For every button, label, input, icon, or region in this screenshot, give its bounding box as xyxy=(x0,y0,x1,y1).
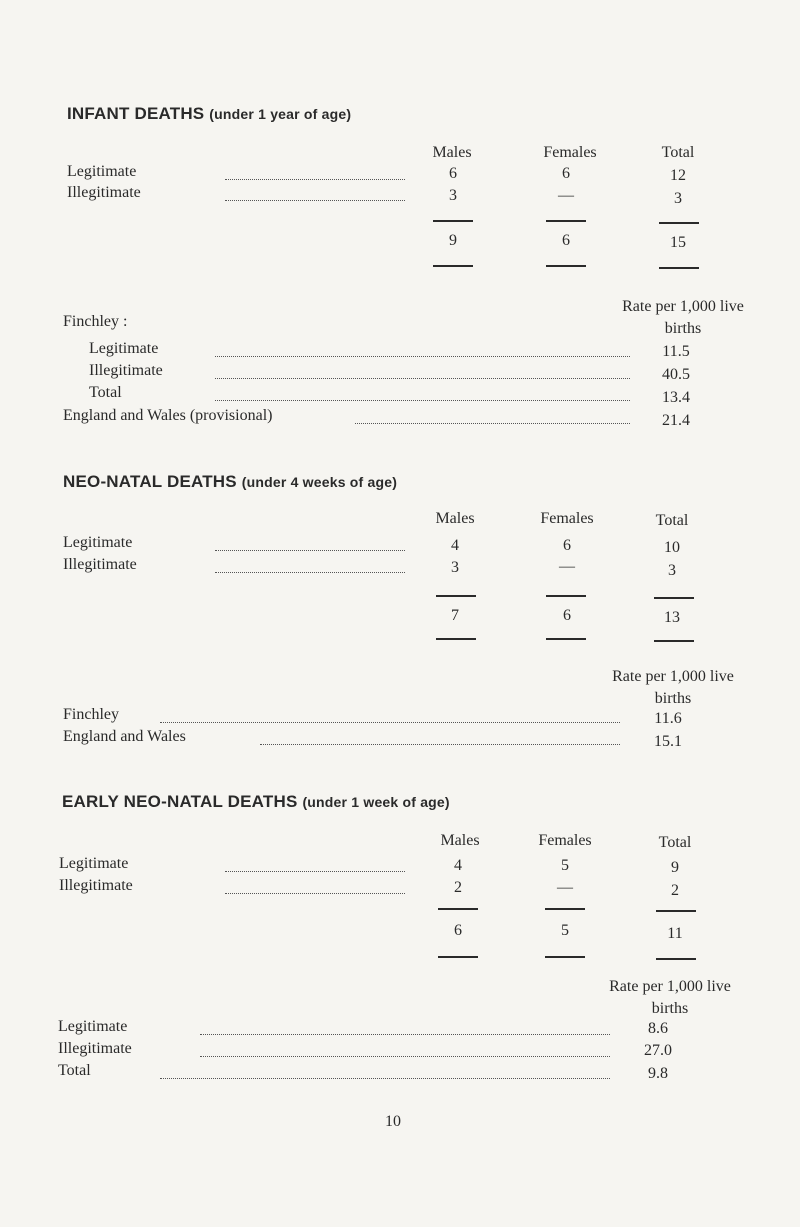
leader-dots xyxy=(225,179,405,180)
early-total-cell: 11 xyxy=(667,925,683,942)
neonatal-heading-text: NEO-NATAL DEATHS xyxy=(63,472,237,491)
infant-cell: 3 xyxy=(449,187,457,204)
infant-col-males: Males xyxy=(432,144,472,161)
early-neonatal-deaths-heading xyxy=(62,792,450,812)
leader-dots xyxy=(160,1078,610,1079)
leader-dots xyxy=(215,400,630,401)
neonatal-rate-label: England and Wales xyxy=(63,728,186,745)
early-col-males: Males xyxy=(440,832,480,849)
infant-rate-value: 11.5 xyxy=(662,343,690,360)
infant-rate-label: Legitimate xyxy=(89,340,159,357)
sum-rule xyxy=(545,908,585,910)
leader-dots xyxy=(200,1056,610,1057)
leader-dots xyxy=(225,871,405,872)
leader-dots xyxy=(355,423,630,424)
neonatal-rate-heading: Rate per 1,000 live births xyxy=(612,668,734,707)
neonatal-row-label: Legitimate xyxy=(63,534,133,551)
infant-rate-value: 40.5 xyxy=(662,366,690,383)
total-rule xyxy=(656,958,696,960)
early-rate-label: Legitimate xyxy=(58,1018,128,1035)
sum-rule xyxy=(659,222,699,224)
early-cell: 2 xyxy=(454,879,462,896)
early-cell: — xyxy=(557,879,573,896)
infant-cell: 6 xyxy=(449,165,457,182)
neonatal-col-females: Females xyxy=(540,510,594,527)
sum-rule xyxy=(654,597,694,599)
infant-rate-label: England and Wales (provisional) xyxy=(63,407,273,424)
leader-dots xyxy=(215,572,405,573)
neonatal-rate-value: 15.1 xyxy=(654,733,682,750)
infant-col-total: Total xyxy=(661,144,695,161)
neonatal-total-cell: 13 xyxy=(664,609,680,626)
infant-rate-heading: Rate per 1,000 live births xyxy=(622,298,744,337)
early-rate-value: 8.6 xyxy=(648,1020,668,1037)
infant-total-cell: 15 xyxy=(670,234,686,251)
neonatal-heading-sub: (under 4 weeks of age) xyxy=(241,474,398,490)
leader-dots xyxy=(215,378,630,379)
early-total-cell: 5 xyxy=(561,922,569,939)
sum-rule xyxy=(436,595,476,597)
infant-cell: 6 xyxy=(562,165,570,182)
neonatal-cell: 10 xyxy=(664,539,680,556)
neonatal-col-total: Total xyxy=(655,512,689,529)
neonatal-cell: 4 xyxy=(451,537,459,554)
total-rule xyxy=(659,267,699,269)
early-rate-value: 9.8 xyxy=(648,1065,668,1082)
total-rule xyxy=(438,956,478,958)
neonatal-rate-value: 11.6 xyxy=(654,710,682,727)
infant-row-label: Illegitimate xyxy=(67,184,141,201)
leader-dots xyxy=(225,200,405,201)
infant-rate-label: Illegitimate xyxy=(89,362,163,379)
early-row-label: Legitimate xyxy=(59,855,129,872)
sum-rule xyxy=(546,595,586,597)
leader-dots xyxy=(225,893,405,894)
neonatal-rate-label: Finchley xyxy=(63,706,119,723)
infant-cell: 12 xyxy=(670,167,686,184)
neonatal-row-label: Illegitimate xyxy=(63,556,137,573)
total-rule xyxy=(545,956,585,958)
neonatal-total-cell: 6 xyxy=(563,607,571,624)
early-cell: 9 xyxy=(671,859,679,876)
sum-rule xyxy=(438,908,478,910)
total-rule xyxy=(436,638,476,640)
early-cell: 5 xyxy=(561,857,569,874)
early-total-cell: 6 xyxy=(454,922,462,939)
total-rule xyxy=(654,640,694,642)
early-row-label: Illegitimate xyxy=(59,877,133,894)
early-cell: 4 xyxy=(454,857,462,874)
leader-dots xyxy=(200,1034,610,1035)
sum-rule xyxy=(656,910,696,912)
neonatal-cell: — xyxy=(559,558,575,575)
total-rule xyxy=(433,265,473,267)
leader-dots xyxy=(215,550,405,551)
sum-rule xyxy=(433,220,473,222)
early-heading-text: EARLY NEO-NATAL DEATHS xyxy=(62,792,298,811)
infant-rate-value: 13.4 xyxy=(662,389,690,406)
neonatal-total-cell: 7 xyxy=(451,607,459,624)
leader-dots xyxy=(215,356,630,357)
infant-rate-label: Total xyxy=(89,384,122,401)
infant-row-label: Legitimate xyxy=(67,163,137,180)
infant-col-females: Females xyxy=(543,144,597,161)
early-cell: 2 xyxy=(671,882,679,899)
early-rate-label: Illegitimate xyxy=(58,1040,132,1057)
infant-heading-sub: (under 1 year of age) xyxy=(209,106,352,122)
leader-dots xyxy=(260,744,620,745)
neonatal-deaths-heading xyxy=(63,472,397,492)
early-col-total: Total xyxy=(658,834,692,851)
early-rate-heading: Rate per 1,000 live births xyxy=(609,978,731,1017)
total-rule xyxy=(546,638,586,640)
infant-rate-location: Finchley : xyxy=(63,313,128,330)
infant-total-cell: 9 xyxy=(449,232,457,249)
total-rule xyxy=(546,265,586,267)
early-rate-label: Total xyxy=(58,1062,91,1079)
neonatal-cell: 6 xyxy=(563,537,571,554)
sum-rule xyxy=(546,220,586,222)
infant-cell: — xyxy=(558,187,574,204)
infant-rate-value: 21.4 xyxy=(662,412,690,429)
neonatal-col-males: Males xyxy=(435,510,475,527)
infant-heading-text: INFANT DEATHS xyxy=(67,104,205,123)
early-heading-sub: (under 1 week of age) xyxy=(302,794,450,810)
leader-dots xyxy=(160,722,620,723)
infant-total-cell: 6 xyxy=(562,232,570,249)
early-col-females: Females xyxy=(538,832,592,849)
neonatal-cell: 3 xyxy=(451,559,459,576)
page-number: 10 xyxy=(385,1113,401,1130)
infant-deaths-heading xyxy=(67,104,351,124)
early-rate-value: 27.0 xyxy=(644,1042,672,1059)
neonatal-cell: 3 xyxy=(668,562,676,579)
infant-cell: 3 xyxy=(674,190,682,207)
